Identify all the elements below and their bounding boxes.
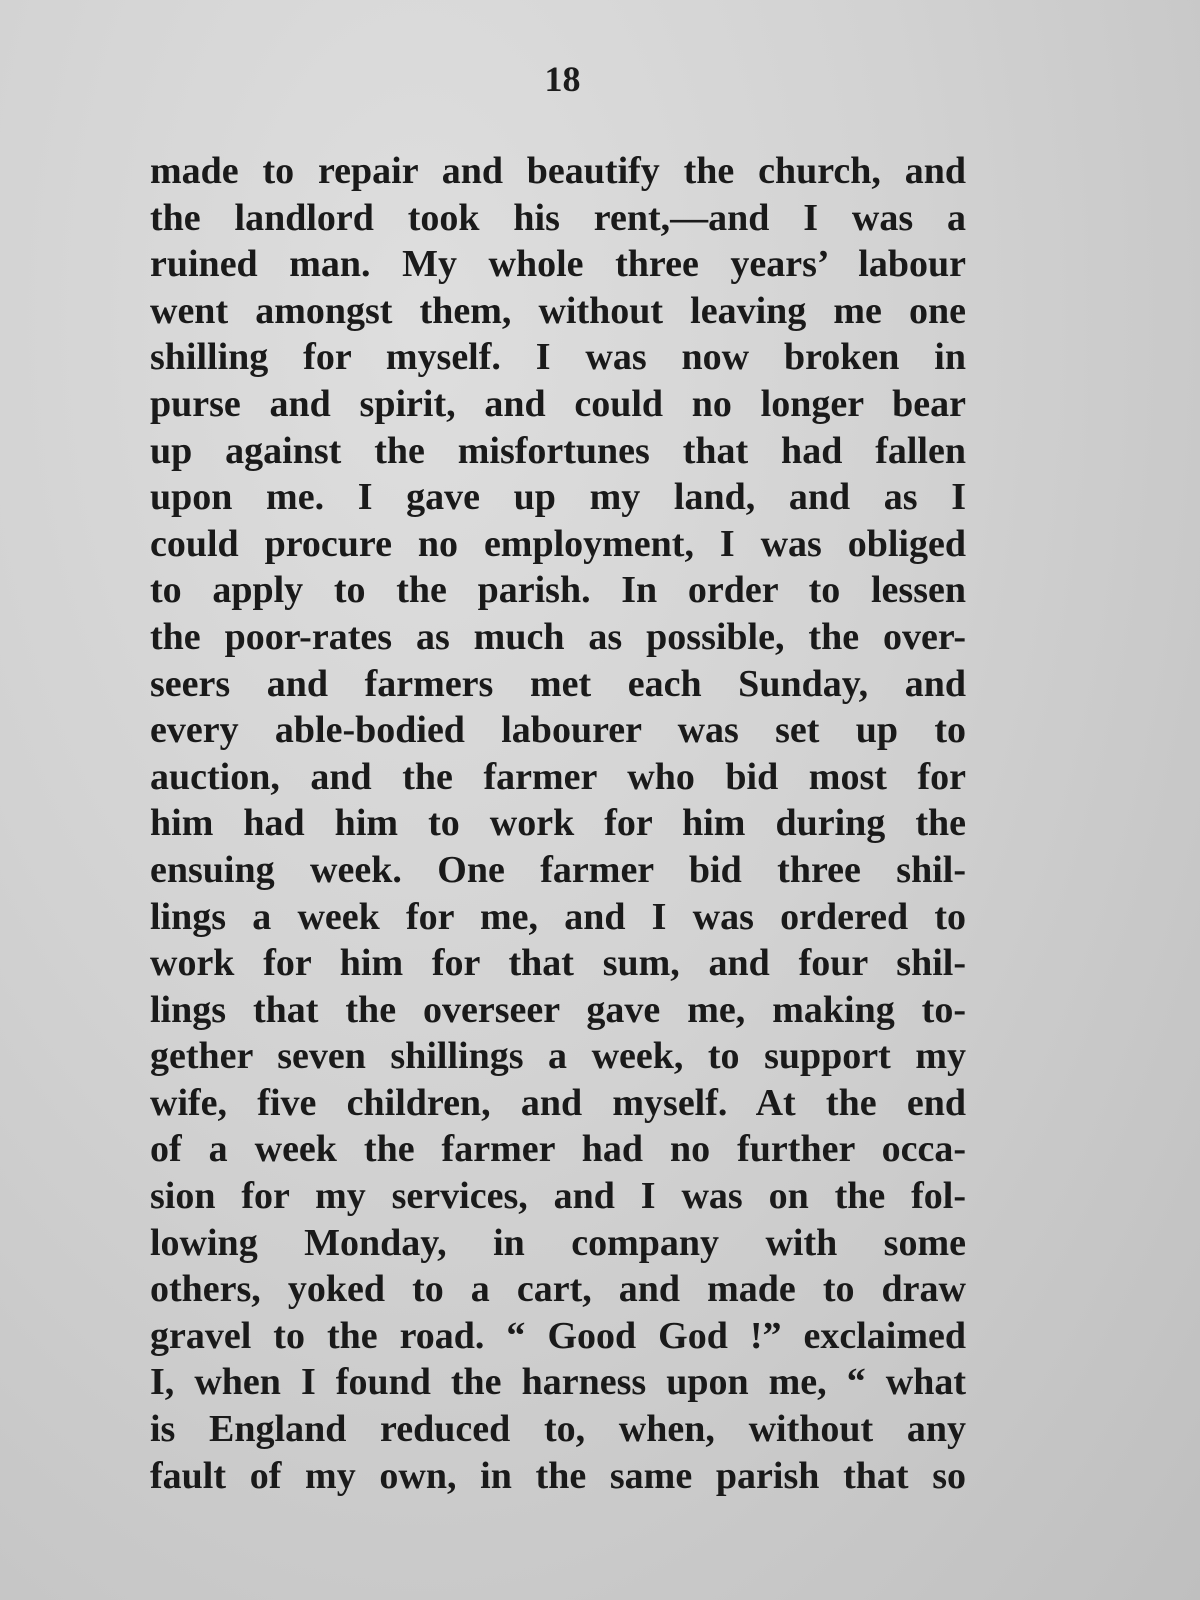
text-line: auction, and the farmer who bid most for	[150, 755, 966, 798]
text-line: lings a week for me, and I was ordered to	[150, 895, 966, 938]
text-line: others, yoked to a cart, and made to draw	[150, 1268, 966, 1311]
text-line: ensuing week. One farmer bid three shil-	[150, 848, 966, 891]
text-line: I, when I found the harness upon me, “ what	[150, 1361, 966, 1404]
text-line: upon me. I gave up my land, and as I	[150, 476, 966, 519]
text-line: could procure no employment, I was obliged	[150, 522, 966, 565]
text-line: shilling for myself. I was now broken in	[150, 336, 966, 379]
text-line: every able-bodied labourer was set up to	[150, 709, 966, 752]
text-line: the landlord took his rent,—and I was a	[150, 196, 966, 239]
text-line: ruined man. My whole three years’ labour	[150, 243, 966, 286]
text-line: sion for my services, and I was on the fol-	[150, 1175, 966, 1218]
text-line: him had him to work for him during the	[150, 802, 966, 845]
text-line: lowing Monday, in company with some	[150, 1221, 966, 1264]
text-line: gether seven shillings a week, to support my	[150, 1035, 966, 1078]
text-line: work for him for that sum, and four shil-	[150, 942, 966, 985]
body-text	[150, 148, 966, 1499]
text-line: purse and spirit, and could no longer bear	[150, 382, 966, 425]
text-line: made to repair and beautify the church, and	[150, 150, 966, 192]
text-line: to apply to the parish. In order to lessen	[150, 569, 966, 612]
text-line: went amongst them, without leaving me one	[150, 289, 966, 332]
page-number: 18	[544, 59, 581, 99]
text-line: lings that the overseer gave me, making to-	[150, 988, 966, 1031]
text-line: gravel to the road. “ Good God !” exclaimed	[150, 1314, 966, 1357]
text-line: seers and farmers met each Sunday, and	[150, 662, 966, 705]
text-line: wife, five children, and myself. At the end	[150, 1081, 966, 1124]
text-line: up against the misfortunes that had fallen	[150, 429, 966, 472]
text-line: the poor-rates as much as possible, the over-	[150, 615, 966, 658]
text-line: of a week the farmer had no further occa-	[150, 1128, 966, 1171]
text-line: fault of my own, in the same parish that so	[150, 1454, 966, 1497]
text-line: is England reduced to, when, without any	[150, 1408, 966, 1451]
